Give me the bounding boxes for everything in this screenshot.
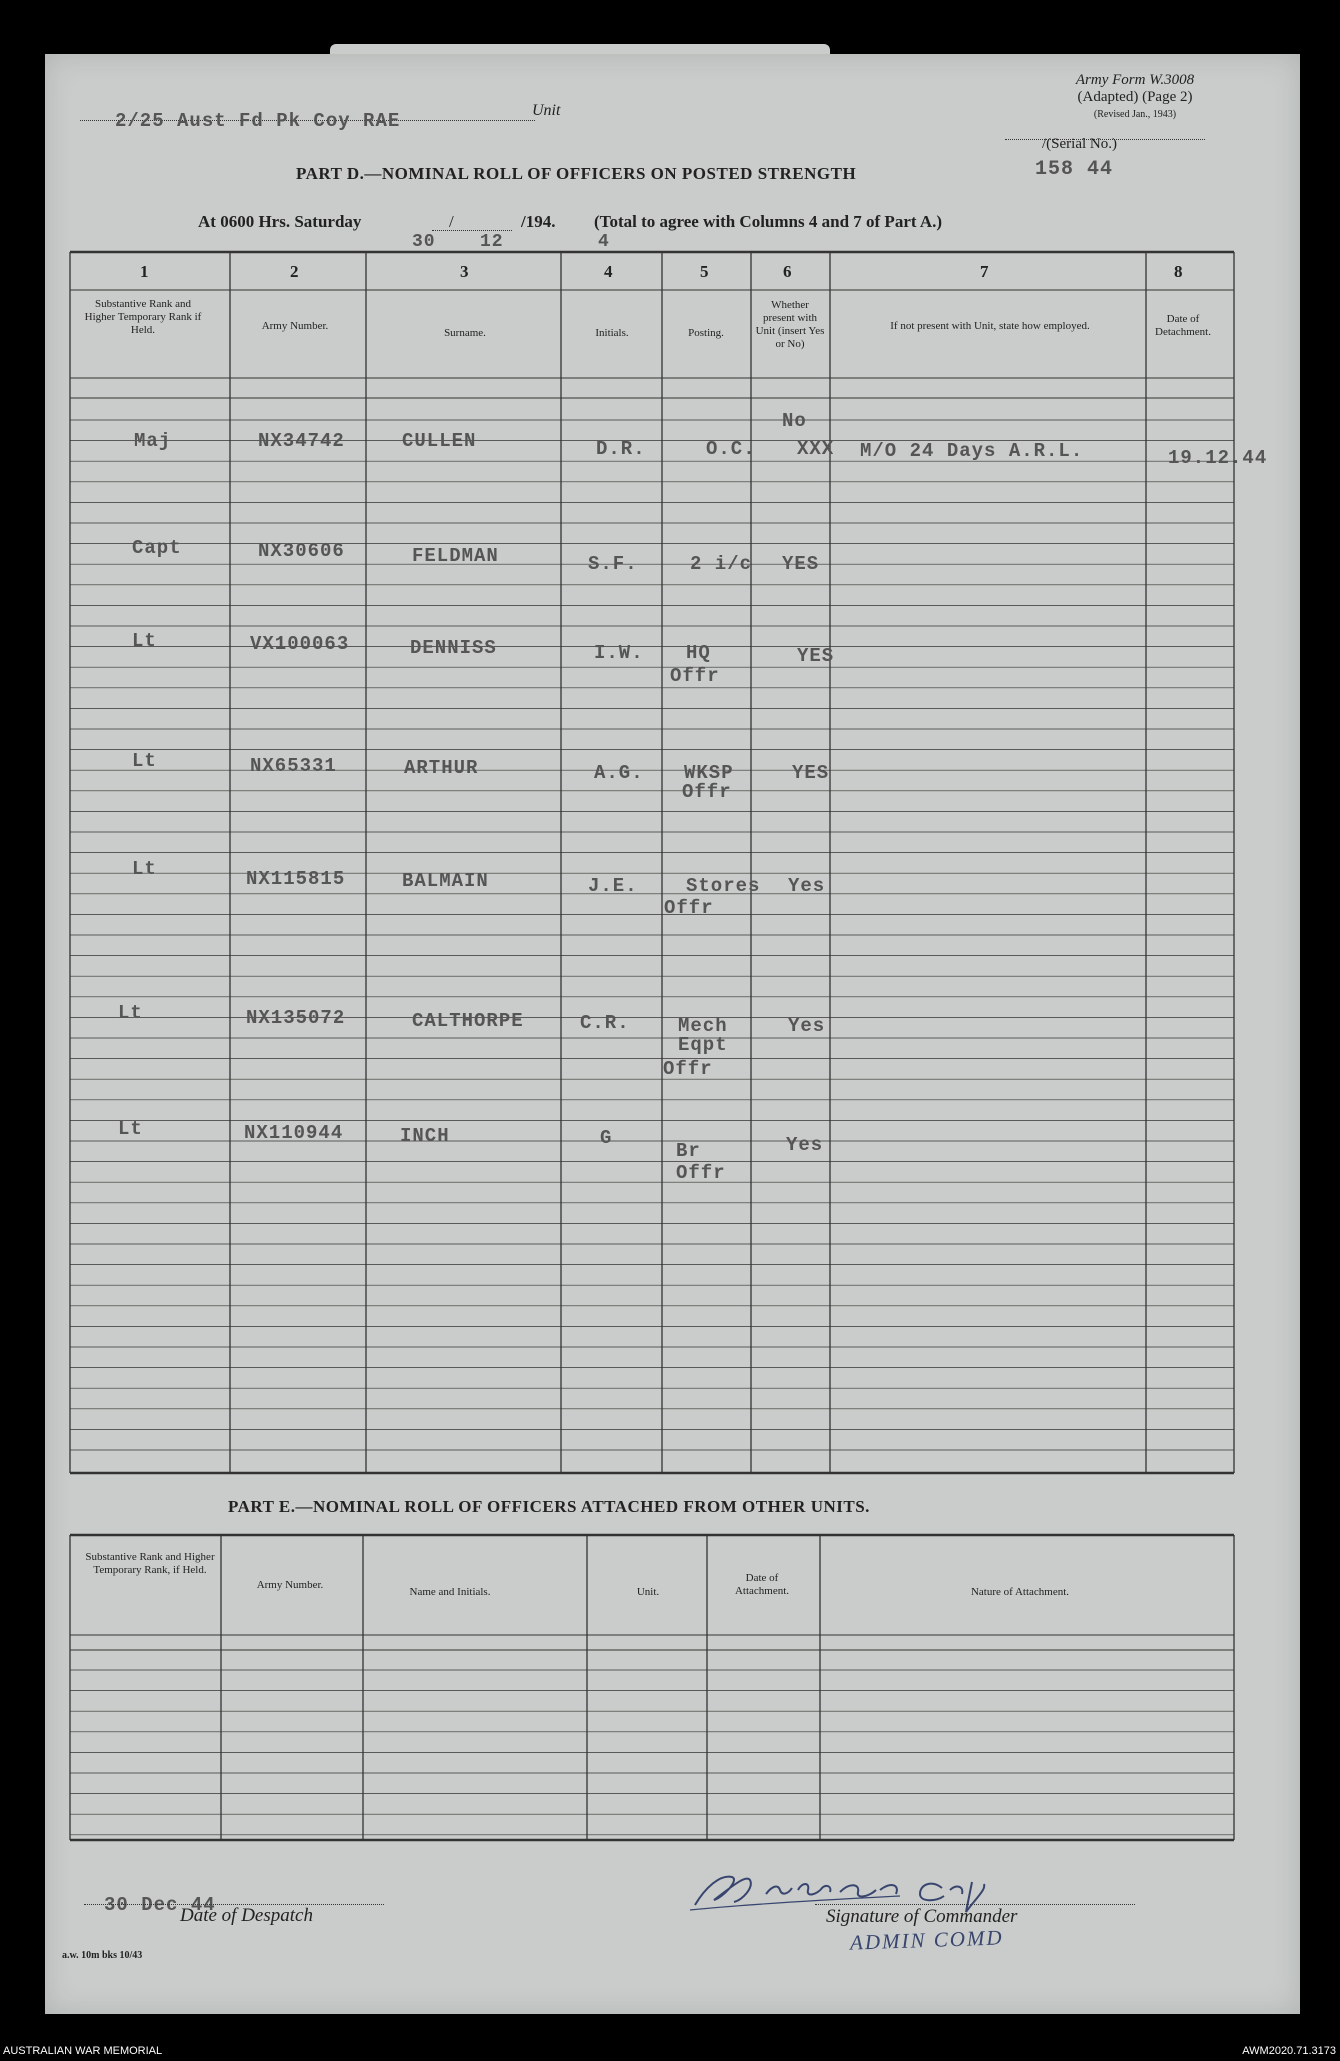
row-present: Yes [788,875,826,897]
part-e-title: PART E.—NOMINAL ROLL OF OFFICERS ATTACHED FROM OTHER UNITS. [228,1497,870,1516]
col-num-6: 6 [783,262,792,281]
row-posting-3: Offr [663,1058,713,1080]
row-posting-2: Offr [664,897,714,919]
row-surname: INCH [400,1125,450,1147]
revised-label: (Revised Jan., 1943) [1093,109,1177,120]
at-line-label: At 0600 Hrs. Saturday [198,212,362,231]
col-header-army-number-e: Army Number. [256,1579,324,1591]
row-posting-2: Eqpt [678,1034,728,1056]
row-posting-2: Offr [682,781,732,803]
date-day: 30 [412,232,436,252]
row-posting-2: Offr [670,665,720,687]
date-year: 4 [598,232,610,252]
row-employed: M/O 24 Days A.R.L. [860,440,1084,462]
col-num-5: 5 [700,262,709,281]
col-header-present: Whether present with Unit (insert Yes or No) [755,299,825,350]
col-header-posting: Posting. [688,327,724,339]
col-num-4: 4 [604,262,613,281]
col-num-2: 2 [290,262,299,281]
col-header-nature-e: Nature of Attachment. [970,1586,1070,1598]
row-surname: ARTHUR [404,757,479,779]
row-detach: 19.12.44 [1168,447,1268,469]
row-initials: D.R. [596,438,646,460]
row-surname: CULLEN [402,430,477,452]
row-posting: O.C. [706,438,756,460]
row-present: Yes [786,1134,824,1156]
archive-left: AUSTRALIAN WAR MEMORIAL [3,2045,163,2057]
row-rank: Lt [118,1002,143,1024]
date-month: 12 [480,232,504,252]
row-present: YES [797,645,835,667]
row-posting: Br [676,1140,701,1162]
row-posting: HQ [686,642,711,664]
row-number: NX135072 [246,1007,346,1029]
row-surname: CALTHORPE [412,1010,524,1032]
at-year-label: /194. [521,212,556,231]
row-initials: J.E. [588,875,638,897]
row-initials: C.R. [580,1012,630,1034]
row-number: NX110944 [244,1122,344,1144]
row-number: NX34742 [258,430,345,452]
despatch-value: 30 Dec 44 [104,1894,216,1916]
row-rank: Lt [132,750,157,772]
print-code: a.w. 10m bks 10/43 [62,1950,143,1961]
row-rank: Lt [132,630,157,652]
row-present: Yes [788,1015,826,1037]
col-num-7: 7 [980,262,989,281]
col-header-surname: Surname. [444,327,486,339]
serial-label: /(Serial No.) [1042,136,1117,152]
row-number: NX115815 [246,868,346,890]
row-posting: Stores [686,875,761,897]
col-header-employed: If not present with Unit, state how employed. [890,320,1090,332]
adapted-label: (Adapted) (Page 2) [1077,89,1193,105]
col-num-8: 8 [1174,262,1183,281]
at-note: (Total to agree with Columns 4 and 7 of Part A.) [594,212,943,231]
row-posting: 2 i/c [690,553,753,575]
row-present-struck: XXX [797,438,835,460]
unit-value: 2/25 Aust Fd Pk Coy RAE [115,110,401,132]
signature-note: ADMIN COMD [849,1925,1004,1955]
serial-value: 158 44 [1035,158,1114,181]
col-header-date-e: Date of Attachment. [734,1572,790,1597]
col-header-detachment: Date of Detachment. [1155,313,1211,338]
row-surname: FELDMAN [412,545,499,567]
archive-right: AWM2020.71.3173 [1242,2045,1336,2057]
col-header-rank: Substantive Rank and Higher Temporary Rank if Held. [84,298,202,336]
at-slash: / [449,212,454,231]
col-header-army-number: Army Number. [261,320,329,332]
row-present: YES [792,762,830,784]
archive-footer [0,2042,1340,2061]
col-header-rank-e: Substantive Rank and Higher Temporary Rank, if Held. [85,1551,215,1576]
row-rank: Maj [134,430,172,452]
part-d-title: PART D.—NOMINAL ROLL OF OFFICERS ON POSTED STRENGTH [296,164,857,183]
row-posting: WKSP [684,762,734,784]
row-number: NX30606 [258,540,345,562]
row-number: VX100063 [250,633,350,655]
row-surname: BALMAIN [402,870,489,892]
col-num-3: 3 [460,262,469,281]
row-number: NX65331 [250,755,337,777]
row-posting-2: Offr [676,1162,726,1184]
despatch-label: Date of Despatch [180,1905,313,1926]
row-present: No [782,410,807,432]
col-num-1: 1 [140,262,149,281]
row-surname: DENNISS [410,637,497,659]
row-rank: Lt [118,1118,143,1140]
army-form-label: Army Form W.3008 [1075,72,1195,88]
unit-label: Unit [532,102,561,119]
row-present: YES [782,553,820,575]
row-posting: Mech [678,1015,728,1037]
row-initials: S.F. [588,553,638,575]
col-header-initials: Initials. [595,327,629,339]
row-rank: Capt [132,537,182,559]
row-rank: Lt [132,858,157,880]
signature-label: Signature of Commander [826,1906,1018,1927]
row-initials: I.W. [594,642,644,664]
row-initials: G [600,1127,613,1149]
row-initials: A.G. [594,762,644,784]
col-header-unit-e: Unit. [636,1586,660,1598]
col-header-name-e: Name and Initials. [409,1586,491,1598]
